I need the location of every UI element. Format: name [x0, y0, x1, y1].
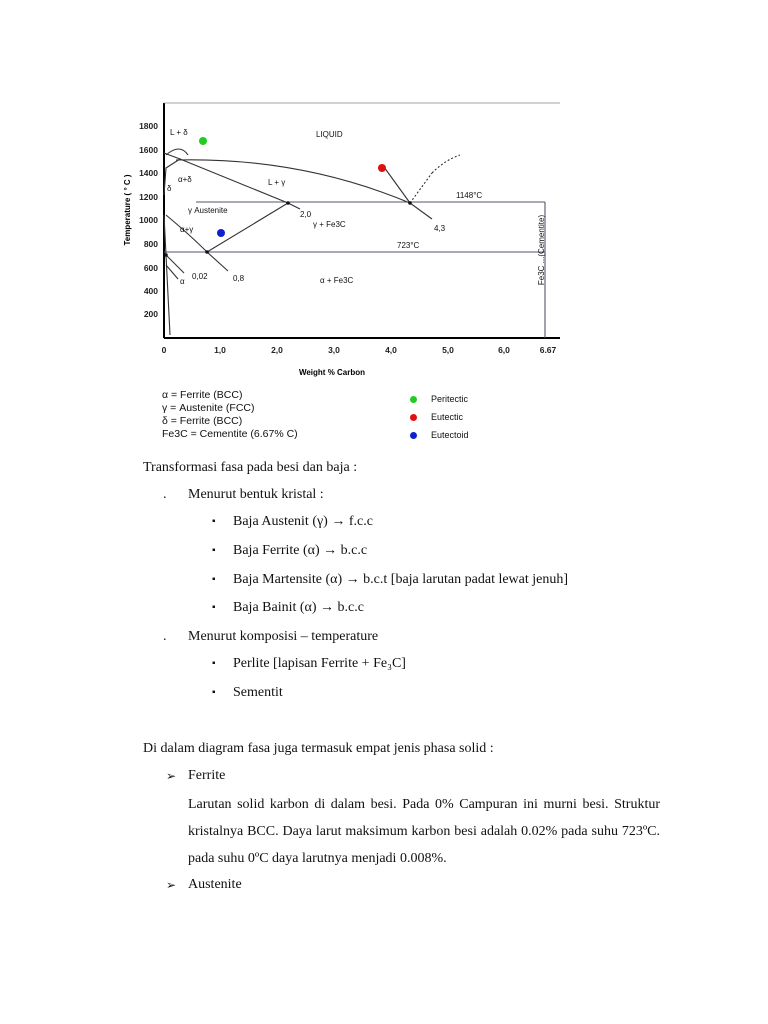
junction-dot — [205, 250, 209, 254]
list-item — [212, 679, 283, 707]
region-delta: δ — [167, 184, 172, 193]
eutectoid-dot-icon — [410, 432, 417, 439]
heading-transformasi: Transformasi fasa pada besi dan baja : — [143, 460, 358, 475]
legend-label: Peritectic — [431, 394, 469, 404]
x-tick: 4,0 — [385, 345, 397, 355]
list-item — [212, 566, 569, 594]
delta-region-line-2 — [166, 149, 188, 155]
y-tick: 800 — [143, 239, 158, 249]
pointer-0-02 — [166, 255, 184, 273]
eutectic-point — [378, 164, 386, 172]
ferrite-title: Ferrite — [188, 768, 226, 783]
legend-item: δ = Ferrite (BCC) — [162, 415, 243, 427]
region-alpha-gamma: α+γ — [180, 225, 194, 234]
point-4-3: 4,3 — [434, 224, 446, 233]
legend-row — [410, 426, 469, 444]
square-bullet-icon: ▪ — [212, 658, 216, 669]
arrow-bullet-icon: ➢ — [166, 878, 177, 892]
list-item — [212, 537, 368, 565]
region-alpha-delta: α+δ — [178, 175, 192, 184]
y-tick: 1200 — [139, 192, 158, 202]
peritectic-dot-icon — [410, 396, 417, 403]
y-tick: 1400 — [139, 168, 158, 178]
legend-row — [410, 408, 469, 426]
list2-title — [163, 623, 379, 651]
list-item-text: Baja Ferrite (α) → b.c.c — [233, 543, 368, 558]
junction-dot — [286, 201, 290, 205]
x-tick: 2,0 — [271, 345, 283, 355]
y-tick: 400 — [143, 286, 158, 296]
y-axis-label: Temperature ( ° C ) — [123, 174, 132, 246]
list1-title — [163, 481, 324, 509]
region-liquid: LIQUID — [316, 130, 343, 139]
square-bullet-icon: ▪ — [212, 545, 216, 556]
x-tick: 5,0 — [442, 345, 454, 355]
temp-1148: 1148°C — [456, 191, 483, 200]
pointer-alpha — [166, 265, 178, 279]
point-0-02: 0,02 — [192, 272, 208, 281]
legend-points — [410, 390, 469, 444]
arrow-bullet-icon: ➢ — [166, 769, 177, 783]
legend-label: Eutectoid — [431, 430, 469, 440]
region-austenite: γ Austenite — [188, 206, 228, 215]
list-item — [212, 650, 406, 678]
list-item-text: Baja Austenit (γ) → f.c.c — [233, 514, 373, 529]
y-tick: 200 — [143, 309, 158, 319]
square-bullet-icon: ▪ — [212, 687, 216, 698]
legend-item: Fe3C = Cementite (6.67% C) — [162, 428, 298, 440]
pointer-2-0 — [288, 203, 300, 209]
region-l-delta: L + δ — [170, 128, 188, 137]
x-tick: 1,0 — [214, 345, 226, 355]
list-item — [212, 594, 364, 622]
list-item — [212, 508, 373, 536]
region-l-gamma: L + γ — [268, 178, 286, 187]
x-tick: 6.67 — [539, 345, 557, 355]
region-gamma-fe3c: γ + Fe3C — [313, 220, 346, 229]
liquidus-line — [176, 160, 410, 203]
region-alpha-fe3c: α + Fe3C — [320, 276, 354, 285]
list1-title-text: Menurut bentuk kristal : — [188, 487, 324, 502]
pointer-0-8 — [207, 252, 228, 271]
square-bullet-icon: ▪ — [212, 516, 216, 527]
legend-item: α = Ferrite (BCC) — [162, 389, 243, 401]
peritectic-point — [199, 137, 207, 145]
eutectoid-point — [217, 229, 225, 237]
x-tick: 0 — [161, 345, 167, 355]
square-bullet-icon: ▪ — [212, 574, 216, 585]
eutectic-dot-icon — [410, 414, 417, 421]
region-cementite: Fe3C ...(Cementite) — [537, 214, 546, 286]
legend-row — [410, 390, 469, 408]
y-tick: 1800 — [139, 121, 158, 131]
bullet-mark: . — [163, 629, 167, 644]
temp-723: 723°C — [397, 241, 420, 250]
x-axis-label: Weight % Carbon — [298, 368, 366, 377]
junction-dot — [408, 201, 412, 205]
list-item-text: Perlite [lapisan Ferrite + Fe₃C] — [233, 656, 406, 671]
ferrite-description: Larutan solid karbon di dalam besi. Pada 0% Campuran ini murni besi. Struktur kristalnya BCC. Daya larut maksimum karbon besi adalah 0.02% pada suhu 723ºC. pada suhu 0ºC daya larutnya menjadi 0.008%. — [188, 797, 660, 866]
region-alpha: α — [180, 277, 185, 286]
legend-label: Eutectic — [431, 412, 464, 422]
pointer-4-3 — [410, 203, 432, 219]
austenite-item — [166, 871, 242, 899]
list2-title-text: Menurut komposisi – temperature — [188, 629, 379, 644]
bullet-mark: . — [163, 487, 167, 502]
y-tick: 600 — [143, 263, 158, 273]
liquidus-line-right-ext — [432, 155, 460, 173]
list-item-text: Baja Martensite (α) → b.c.t [baja larutan padat lewat jenuh] — [233, 572, 569, 587]
heading-phasa-solid: Di dalam diagram fasa juga termasuk empat jenis phasa solid : — [143, 741, 494, 756]
junction-dot — [164, 253, 168, 257]
x-tick: 3,0 — [328, 345, 340, 355]
list-item-text: Sementit — [233, 685, 283, 700]
austenite-title: Austenite — [188, 877, 242, 892]
point-2-0: 2,0 — [300, 210, 312, 219]
y-tick: 1000 — [139, 215, 158, 225]
legend-phases — [162, 389, 298, 441]
point-0-8: 0,8 — [233, 274, 245, 283]
liquidus-line-right — [410, 173, 432, 203]
ferrite-item — [166, 762, 226, 790]
y-tick: 1600 — [139, 145, 158, 155]
square-bullet-icon: ▪ — [212, 602, 216, 613]
list-item-text: Baja Bainit (α) → b.c.c — [233, 600, 364, 615]
legend-item: γ = Austenite (FCC) — [162, 402, 255, 414]
x-tick: 6,0 — [498, 345, 510, 355]
